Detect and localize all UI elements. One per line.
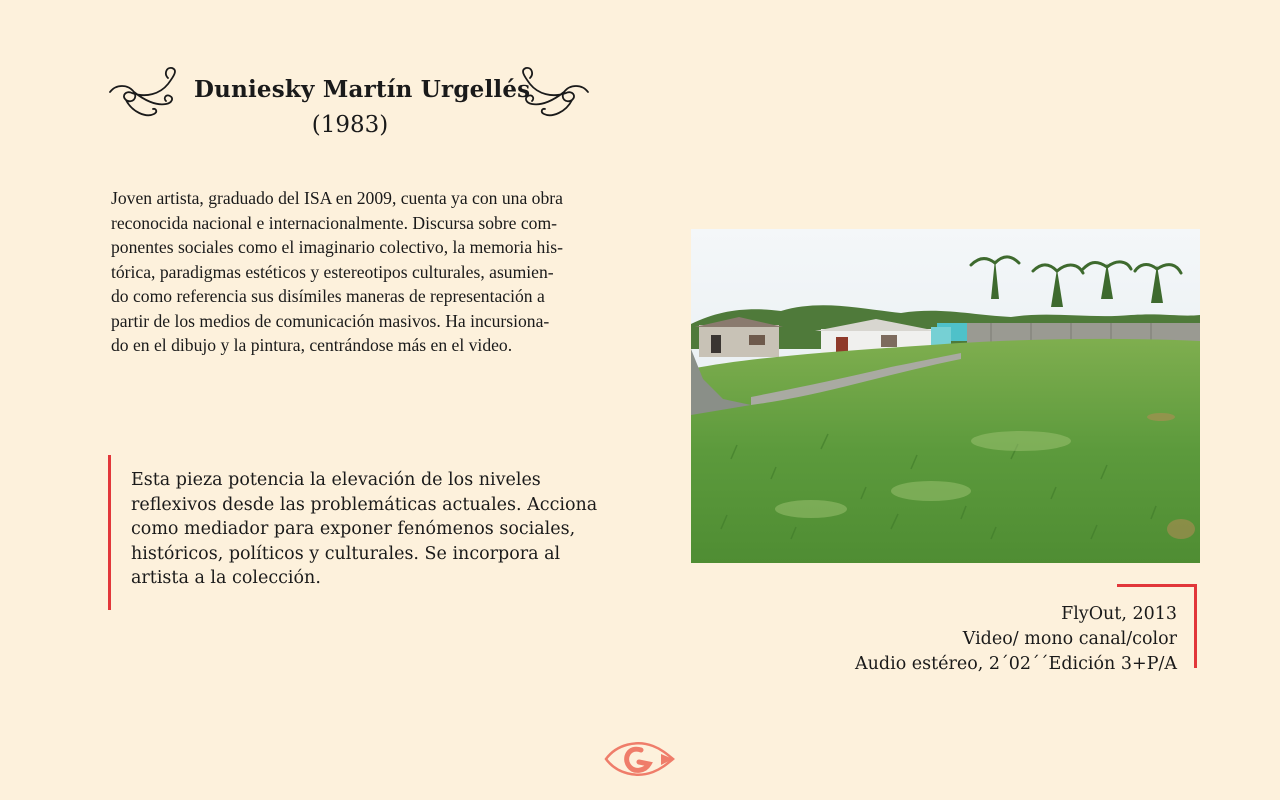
artwork-image xyxy=(691,229,1200,563)
statement-line: artista a la colección. xyxy=(131,568,321,588)
artwork-statement xyxy=(108,455,641,610)
bio-line: do en el dibujo y la pintura, centrándose más en el video. xyxy=(111,335,513,355)
statement-line: históricos, políticos y culturales. Se incorpora al xyxy=(131,543,561,564)
artist-name: Duniesky Martín Urgellés xyxy=(194,76,531,103)
statement-line: como mediador para exponer fenómenos sociales, xyxy=(131,519,576,539)
bio-line: ponentes sociales como el imaginario colectivo, la memoria his- xyxy=(111,237,563,257)
statement-line: reflexivos desde las problemáticas actuales. Acciona xyxy=(131,494,598,515)
eye-fish-logo-icon xyxy=(603,738,677,780)
bio-line: partir de los medios de comunicación masivos. Ha incursiona- xyxy=(111,310,550,331)
ornament-scroll-icon xyxy=(108,64,178,120)
artwork-details: Audio estéreo, 2´02´´Edición 3+P/A xyxy=(854,654,1177,674)
bio-line: reconocida nacional e internacionalmente. Discursa sobre com- xyxy=(111,212,558,233)
ornament-scroll-icon xyxy=(520,64,590,120)
bio-line: Joven artista, graduado del ISA en 2009, cuenta ya con una obra xyxy=(111,188,563,208)
artist-biography xyxy=(111,186,641,358)
bio-line: do como referencia sus disímiles maneras de representación a xyxy=(111,286,545,306)
artwork-caption xyxy=(855,602,1177,677)
artist-header xyxy=(108,62,592,146)
artist-birth-year: (1983) xyxy=(311,112,389,138)
statement-line: Esta pieza potencia la elevación de los niveles xyxy=(131,470,541,490)
artwork-medium: Video/ mono canal/color xyxy=(962,629,1177,649)
artwork-title: FlyOut, 2013 xyxy=(1061,604,1177,624)
bio-line: tórica, paradigmas estéticos y estereotipos culturales, asumien- xyxy=(111,261,554,282)
